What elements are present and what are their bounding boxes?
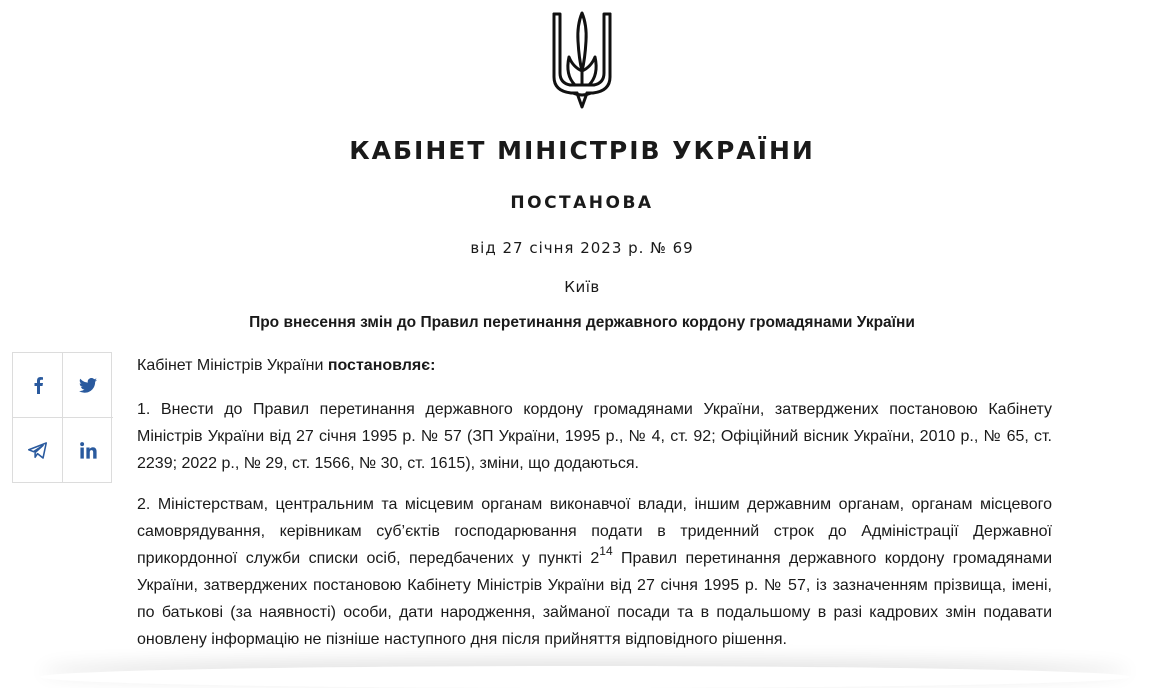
document-date-number: від 27 січня 2023 р. № 69 <box>470 239 694 257</box>
document-type: ПОСТАНОВА <box>510 193 654 213</box>
telegram-icon <box>28 442 47 459</box>
item-2-text-part2: Правил перетинання державного кордону громадянами України, затверджених постановою Кабінету Міністрів України від 27 січня 1995 р. № 57, із зазначенням прізвища, імені, по батькові (за наявності) особи, дати народження, займаної посади та в подальшому в разі кадрових змін подавати оновлену інформацію не пізніше наступного дня після прийняття відповідного рішення. <box>137 550 1053 648</box>
facebook-icon <box>32 376 44 394</box>
document-city: Київ <box>564 278 600 296</box>
twitter-icon <box>79 378 97 393</box>
share-panel <box>12 352 112 483</box>
item-1-paragraph: 1. Внести до Правил перетинання державного кордону громадянами України, затверджених постановою Кабінету Міністрів України від 27 січня 1995 р. № 57 (ЗП України, 1995 р., № 4, ст. 92; Офіційний вісник України, 2010 р., № 65, ст. 2239; 2022 р., № 29, ст. 1566, № 30, ст. 1615), зміни, що додаються. <box>137 401 1052 472</box>
item-2-paragraph <box>137 491 1052 653</box>
organization-title: КАБІНЕТ МІНІСТРІВ УКРАЇНИ <box>349 136 815 165</box>
share-linkedin-button[interactable] <box>63 418 113 483</box>
item-2-text-part1: 2. Міністерствам, центральним та місцевим органам виконавчої влади, іншим державним органам, органам місцевого самоврядування, керівникам суб’єктів господарювання подати в триденний строк до Адміністрації Державної прикордонної служби списки осіб, передбачених у пункті 2 <box>137 496 1052 567</box>
share-twitter-button[interactable] <box>63 353 113 418</box>
document-subject: Про внесення змін до Правил перетинання державного кордону громадянами України <box>249 314 915 331</box>
share-telegram-button[interactable] <box>13 418 63 483</box>
linkedin-icon <box>80 442 97 459</box>
document-body <box>137 352 1052 667</box>
share-facebook-button[interactable] <box>13 353 63 418</box>
trident-emblem-icon <box>551 11 613 109</box>
item-2-superscript: 14 <box>599 544 613 558</box>
intro-paragraph <box>137 352 1052 379</box>
bottom-shadow <box>40 666 1130 688</box>
intro-bold-text: постановляє: <box>327 357 436 374</box>
intro-text: Кабінет Міністрів України <box>137 357 328 374</box>
